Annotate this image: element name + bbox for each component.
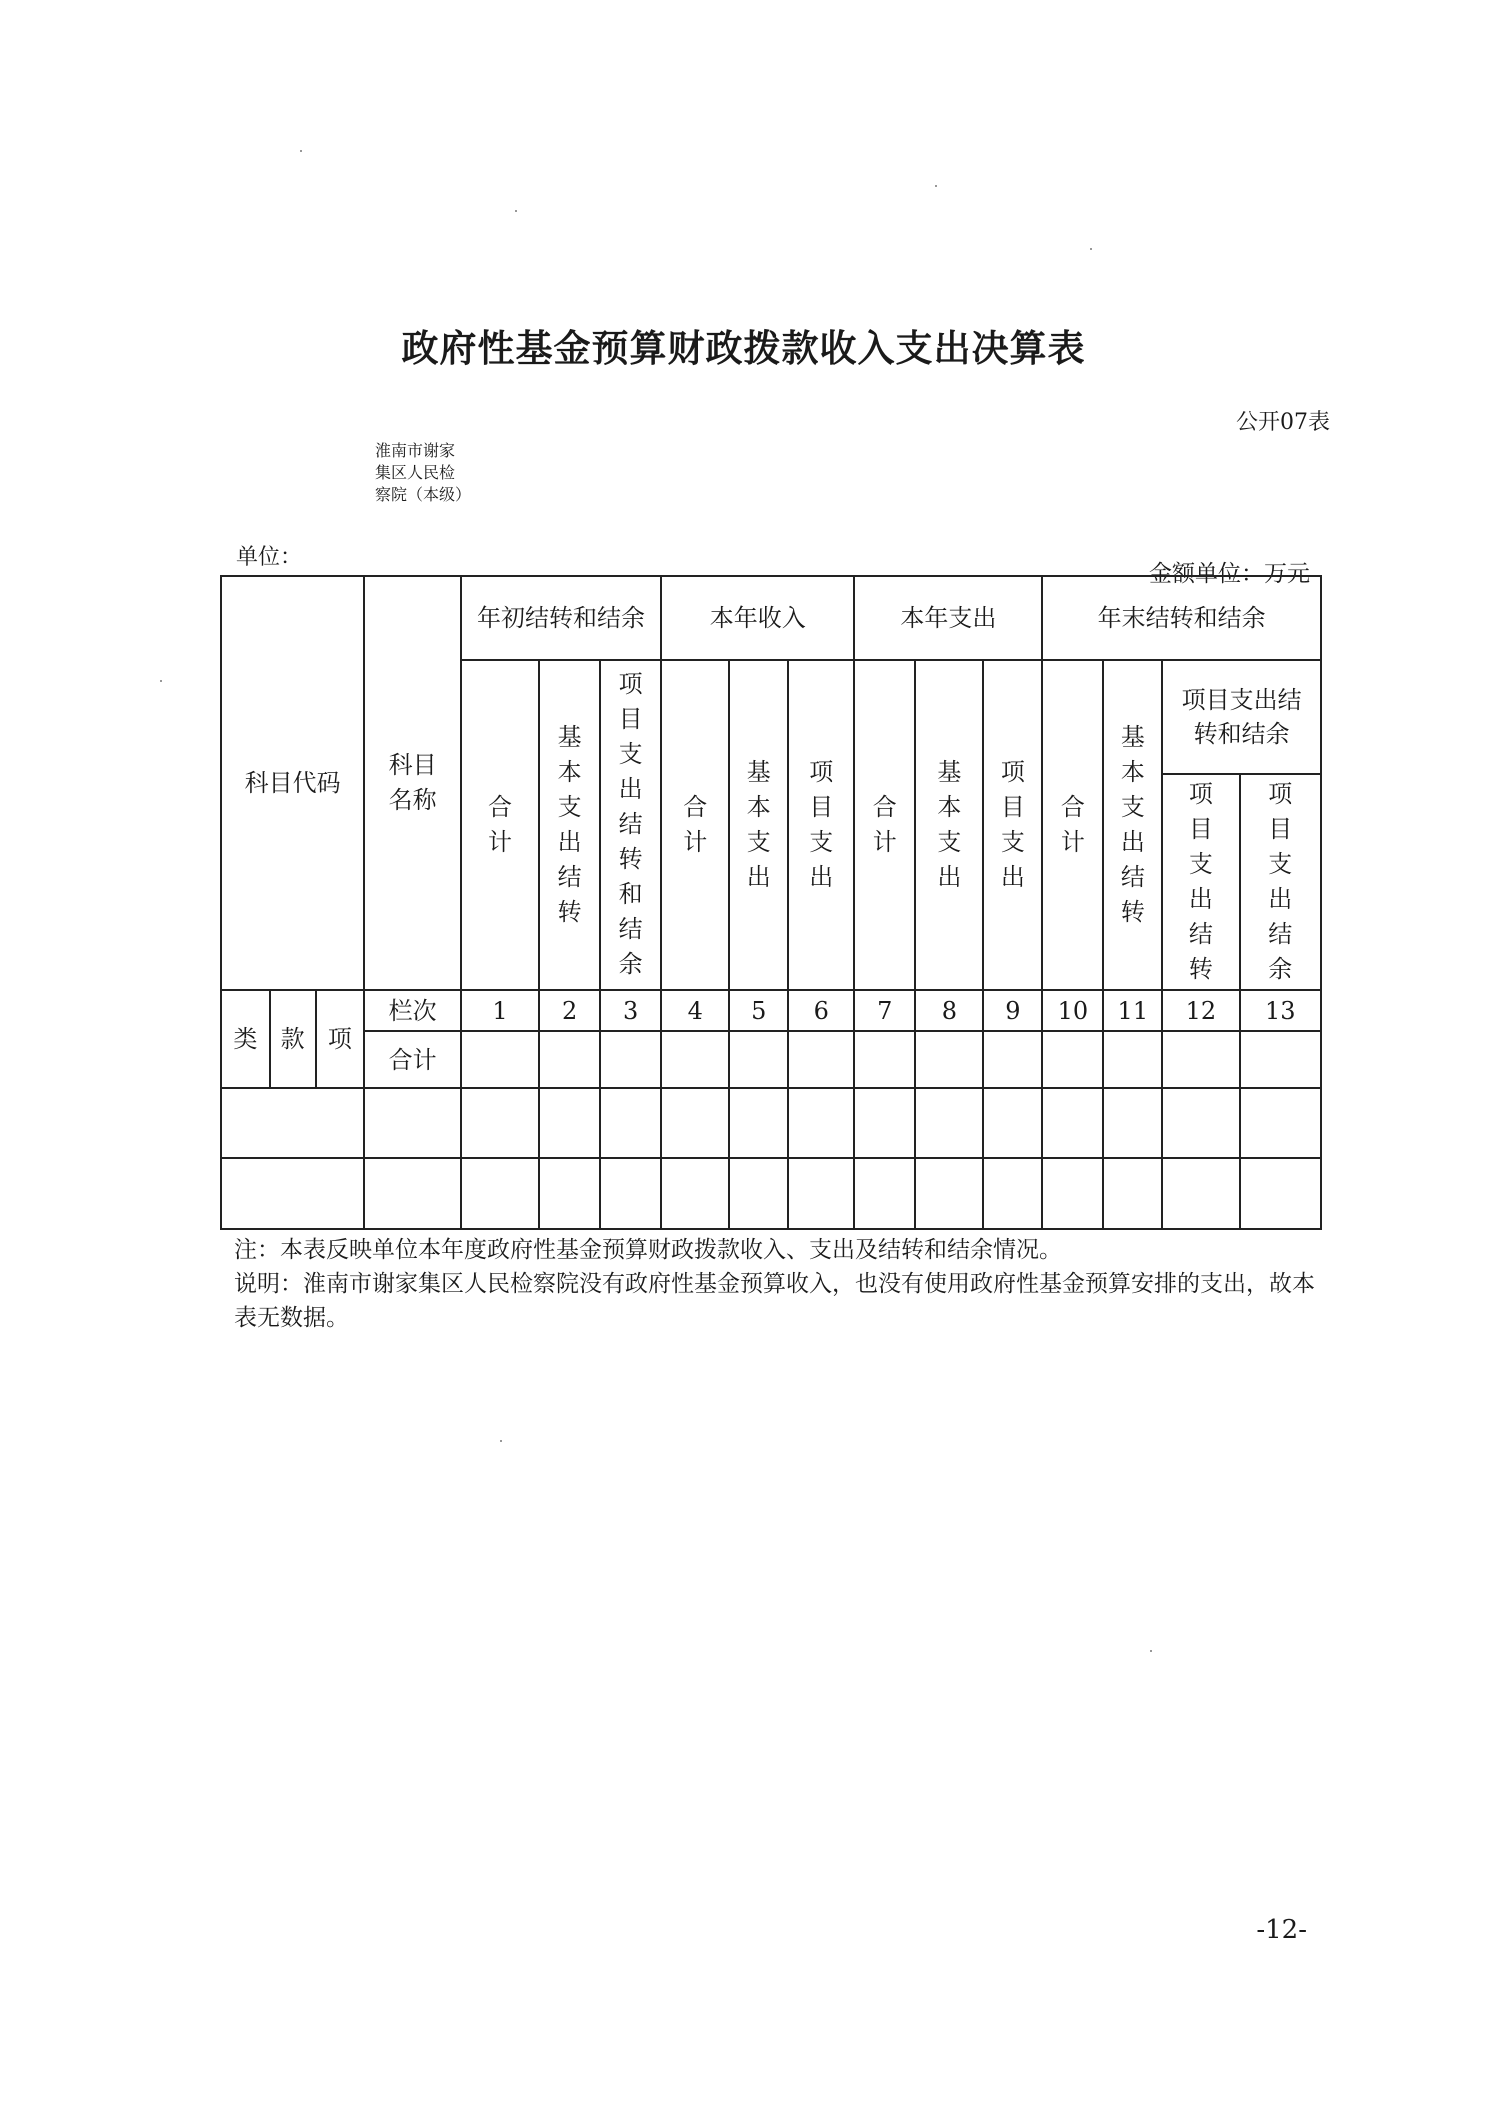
table-cell [661,1158,729,1229]
group-header-expense: 本年支出 [854,576,1042,660]
note-line: 注：本表反映单位本年度政府性基金预算财政拨款收入、支出及结转和结余情况。 [234,1237,1062,1263]
subject-name-header: 科目名称 [364,576,461,990]
table-cell [1103,1031,1162,1088]
col-header-7: 合计 [854,660,915,991]
col-number: 1 [461,990,539,1031]
col-header-11: 基本支出结转 [1103,660,1162,991]
lanci-label: 栏次 [364,990,461,1031]
total-row-label: 合计 [364,1031,461,1088]
col-number: 10 [1042,990,1103,1031]
table-cell [788,1158,854,1229]
table-cell [600,1031,661,1088]
table-cell [539,1158,600,1229]
col-number: 7 [854,990,915,1031]
group-header-closing: 年末结转和结余 [1042,576,1321,660]
col-header-13: 项目支出结余 [1240,774,1321,990]
col-number: 5 [729,990,788,1031]
table-cell [915,1158,983,1229]
scan-speck [300,150,302,152]
table-cell [1162,1031,1239,1088]
table-row [221,1088,1321,1157]
budget-table [220,575,1322,1230]
group-header-opening: 年初结转和结余 [461,576,661,660]
budget-table-container [220,575,1322,1230]
col-number: 2 [539,990,600,1031]
table-cell [600,1088,661,1157]
table-cell [539,1088,600,1157]
form-number: 公开07表 [1236,410,1330,435]
table-cell [983,1088,1042,1157]
scan-speck [1090,248,1092,250]
table-cell [1240,1158,1321,1229]
kuan-header: 款 [270,990,316,1088]
col-number: 9 [983,990,1042,1031]
col-header-6: 项目支出 [788,660,854,991]
col-header-8: 基本支出 [915,660,983,991]
col-number: 13 [1240,990,1321,1031]
col-number: 11 [1103,990,1162,1031]
table-cell [983,1031,1042,1088]
table-cell [854,1158,915,1229]
table-cell [1103,1158,1162,1229]
table-cell [1042,1031,1103,1088]
table-cell [661,1031,729,1088]
notes [234,1233,1324,1335]
page-number: -12- [1256,1915,1307,1945]
table-row [221,1158,1321,1229]
col-header-12: 项目支出结转 [1162,774,1239,990]
xiang-header: 项 [316,990,365,1088]
table-cell [1240,1088,1321,1157]
explanation-line: 说明：淮南市谢家集区人民检察院没有政府性基金预算收入，也没有使用政府性基金预算安排的支出，故本表无数据。 [234,1271,1315,1331]
col-header-1: 合计 [461,660,539,991]
col-header-2: 基本支出结转 [539,660,600,991]
table-cell [221,1158,364,1229]
table-cell [364,1088,461,1157]
col-number: 6 [788,990,854,1031]
col-header-5: 基本支出 [729,660,788,991]
table-cell [1103,1088,1162,1157]
table-cell [1042,1088,1103,1157]
table-cell [1240,1031,1321,1088]
table-cell [788,1031,854,1088]
scan-speck [935,185,937,187]
table-cell [461,1158,539,1229]
table-cell [915,1031,983,1088]
scan-speck [1150,1650,1152,1652]
scan-speck [500,1440,502,1442]
col-number: 12 [1162,990,1239,1031]
table-cell [729,1088,788,1157]
unit-label: 单位： [236,545,303,570]
subgroup-header-project: 项目支出结转和结余 [1162,660,1321,774]
table-cell [600,1158,661,1229]
table-cell [788,1088,854,1157]
table-cell [915,1088,983,1157]
table-cell [729,1031,788,1088]
group-header-income: 本年收入 [661,576,854,660]
table-cell [1042,1158,1103,1229]
table-cell [461,1031,539,1088]
unit-name: 淮南市谢家集区人民检察院（本级） [375,441,472,504]
lei-header: 类 [221,990,270,1088]
scan-speck [515,210,517,212]
table-cell [539,1031,600,1088]
col-number: 4 [661,990,729,1031]
table-cell [854,1031,915,1088]
table-cell [1162,1158,1239,1229]
col-header-9: 项目支出 [983,660,1042,991]
subject-code-header: 科目代码 [221,576,364,990]
col-number: 8 [915,990,983,1031]
table-cell [364,1158,461,1229]
table-cell [983,1158,1042,1229]
table-cell [461,1088,539,1157]
scan-speck [160,680,162,682]
table-cell [1162,1088,1239,1157]
table-cell [854,1088,915,1157]
amount-unit: 金额单位：万元 [1149,561,1310,587]
table-cell [729,1158,788,1229]
col-header-3: 项目支出结转和结余 [600,660,661,991]
page-title: 政府性基金预算财政拨款收入支出决算表 [401,327,1086,370]
table-cell [221,1088,364,1157]
col-number: 3 [600,990,661,1031]
table-cell [661,1088,729,1157]
col-header-10: 合计 [1042,660,1103,991]
col-header-4: 合计 [661,660,729,991]
